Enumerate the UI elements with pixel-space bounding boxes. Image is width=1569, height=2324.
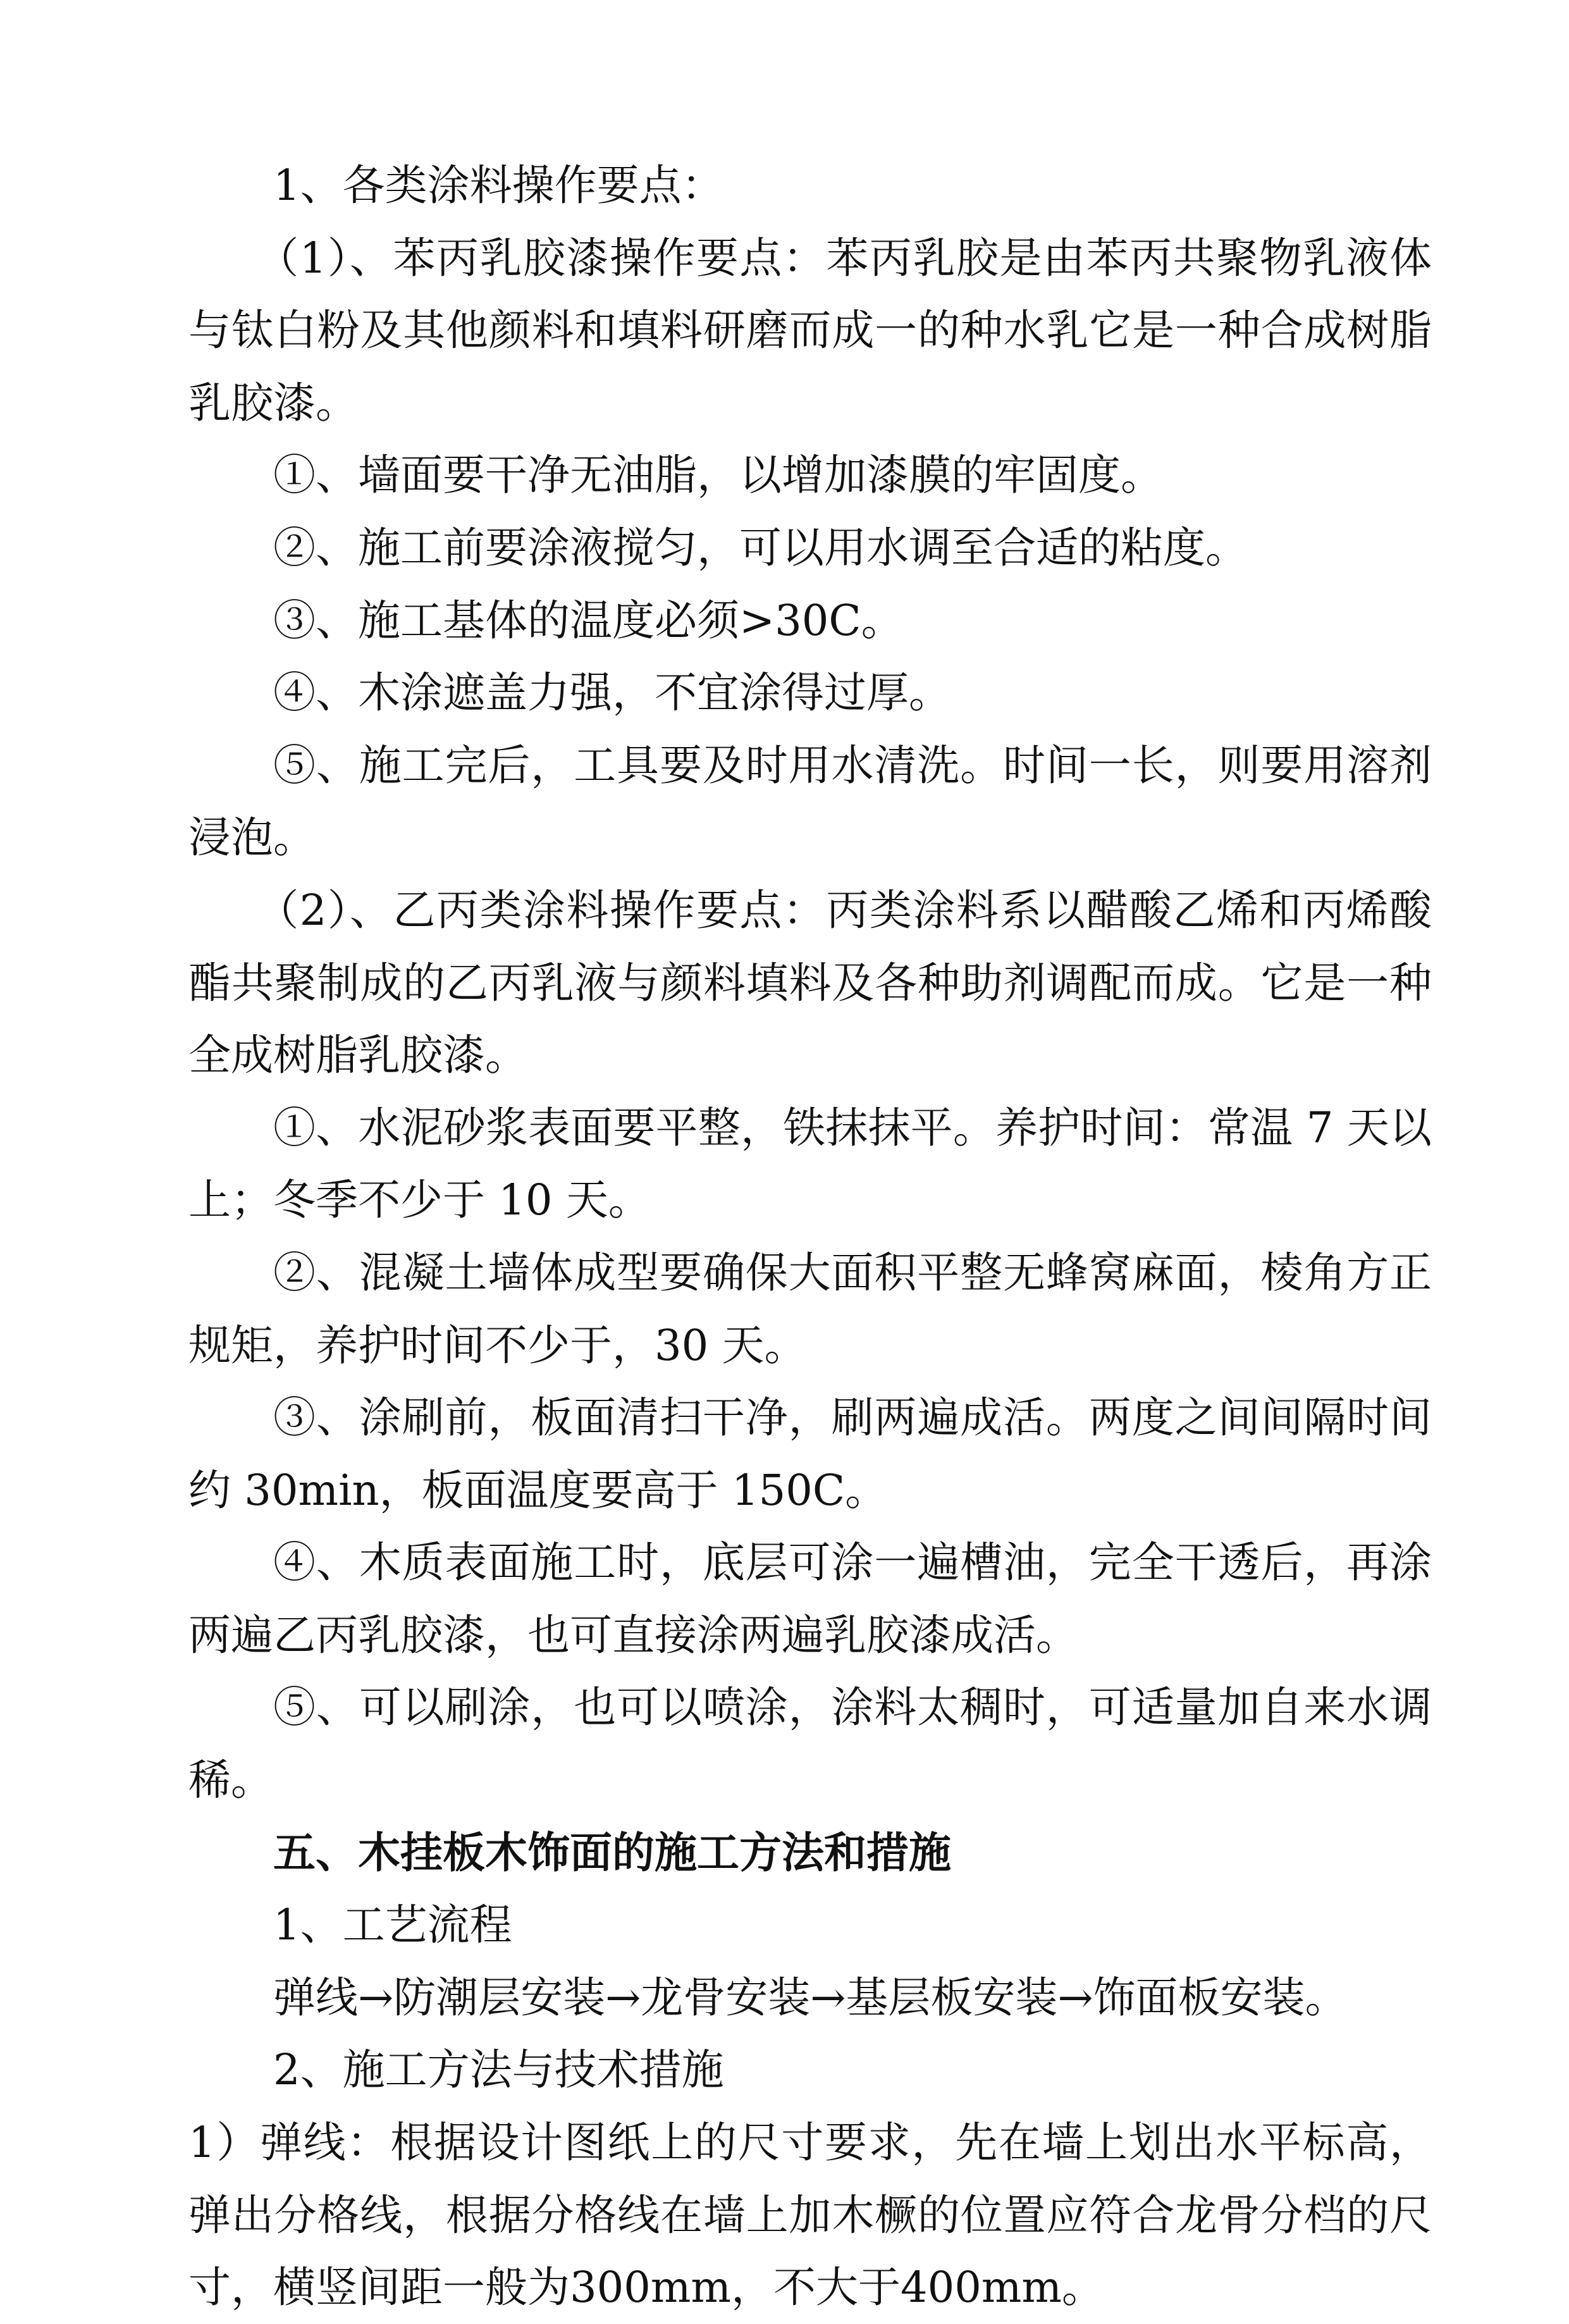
list-item: ①、水泥砂浆表面要平整，铁抹抹平。养护时间：常温 7 天以上；冬季不少于 10 天。 (188, 1103, 1432, 1225)
list-item: ④、木涂遮盖力强，不宜涂得过厚。 (273, 668, 951, 718)
list-item: ⑤、可以刷涂，也可以喷涂，涂料太稠时，可适量加自来水调稀。 (188, 1683, 1432, 1805)
process-flow-text: 弹线→防潮层安装→龙骨安装→基层板安装→饰面板安装。 (273, 1972, 1348, 2022)
section-heading-coating-points: 1、各类涂料操作要点： (273, 161, 724, 210)
list-item: ③、施工基体的温度必须>30C。 (273, 595, 904, 645)
document-page (188, 149, 1432, 2324)
subheading-construction-methods: 2、施工方法与技术措施 (273, 2045, 724, 2095)
list-item: ③、涂刷前，板面清扫干净，刷两遍成活。两度之间间隔时间约 30min，板面温度要高于 150C。 (188, 1393, 1432, 1515)
list-item: ①、墙面要干净无油脂，以增加漆膜的牢固度。 (273, 450, 1163, 500)
paragraph-vinyl-acrylic-coating: （2）、乙丙类涂料操作要点：丙类涂料系以醋酸乙烯和丙烯酸酯共聚制成的乙丙乳液与颜料填料及各种助剂调配而成。它是一种全成树脂乳胶漆。 (188, 885, 1432, 1080)
list-item: ②、混凝土墙体成型要确保大面积平整无蜂窝麻面，棱角方正规矩，养护时间不少于，30 天。 (188, 1247, 1432, 1370)
list-item: ②、施工前要涂液搅匀，可以用水调至合适的粘度。 (273, 522, 1248, 572)
list-item: ④、木质表面施工时，底层可涂一遍槽油，完全干透后，再涂两遍乙丙乳胶漆，也可直接涂两遍乳胶漆成活。 (188, 1538, 1432, 1660)
paragraph-snapping-lines: 1）弹线：根据设计图纸上的尺寸要求，先在墙上划出水平标高，弹出分格线，根据分格线在墙上加木橛的位置应符合龙骨分档的尺寸，横竖间距一般为300mm，不大于400mm。 (188, 2118, 1432, 2313)
list-item: ⑤、施工完后，工具要及时用水清洗。时间一长，则要用溶剂浸泡。 (188, 740, 1432, 863)
subheading-process-flow: 1、工艺流程 (273, 1900, 512, 1950)
section-heading-wood-panel: 五、木挂板木饰面的施工方法和措施 (273, 1827, 951, 1877)
paragraph-styrene-acrylic-latex: （1）、苯丙乳胶漆操作要点：苯丙乳胶是由苯丙共聚物乳液体与钛白粉及其他颜料和填料研磨而成一的种水乳它是一种合成树脂乳胶漆。 (188, 233, 1432, 428)
